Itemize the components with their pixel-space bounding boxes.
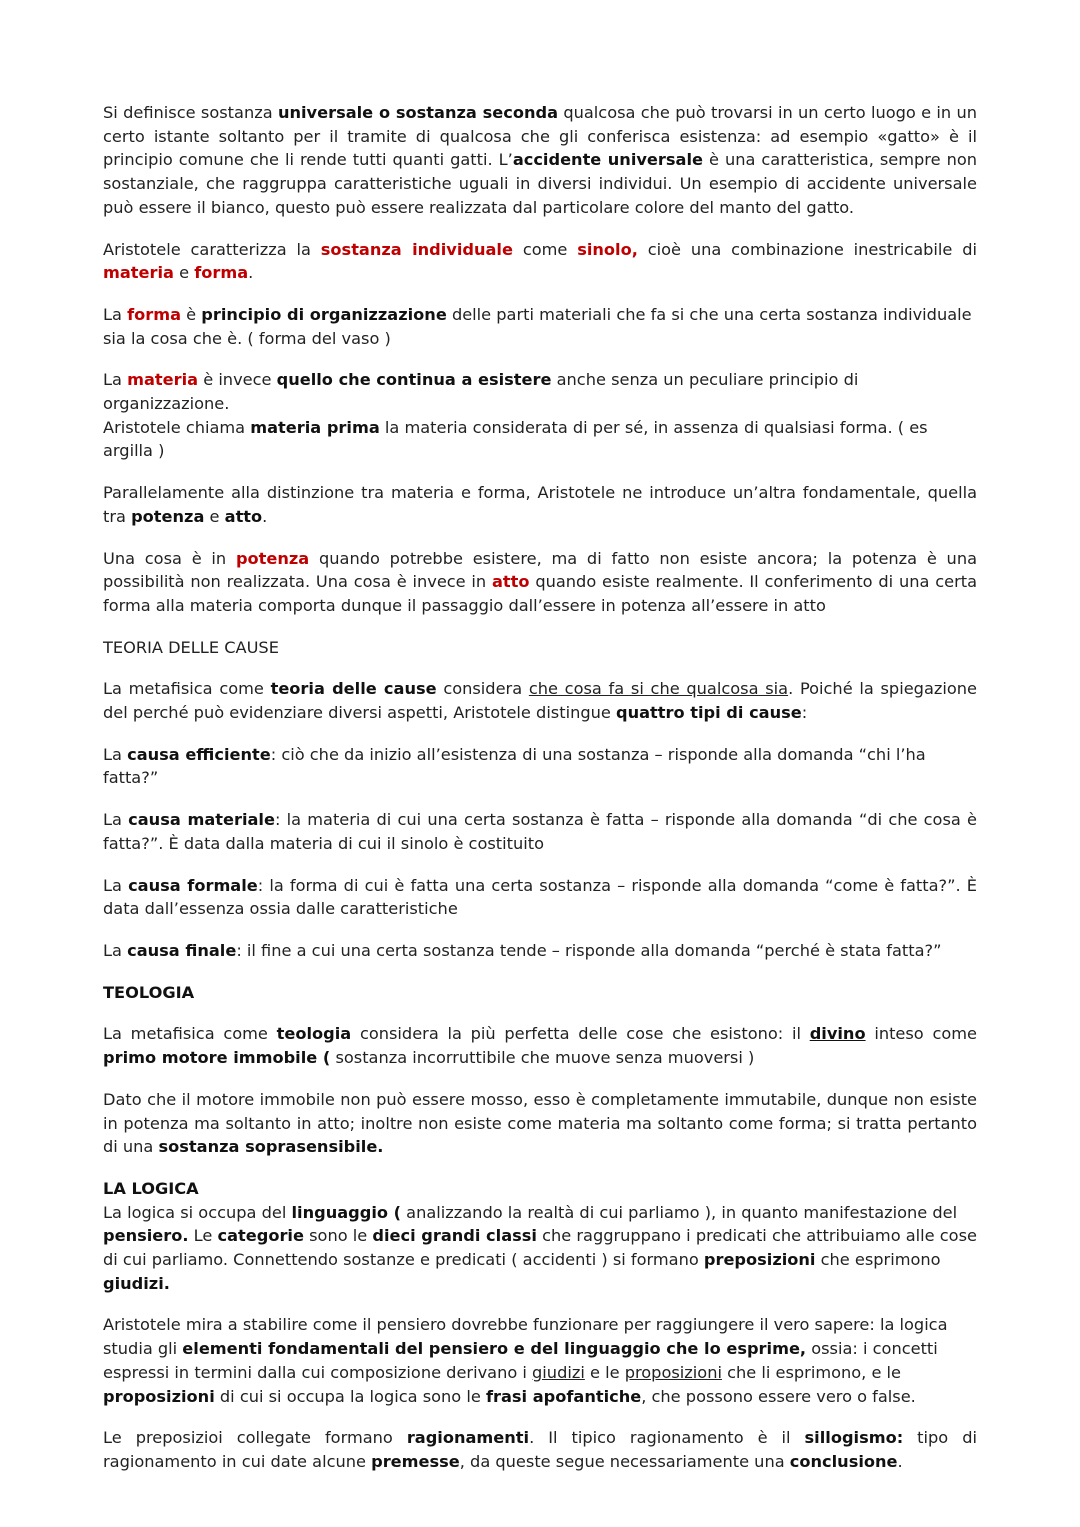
term-sinolo: sinolo, <box>577 239 638 259</box>
term-materia: materia <box>127 370 199 390</box>
heading-teologia: TEOLOGIA <box>103 982 195 1002</box>
paragraph-logica: La logica si occupa del linguaggio ( analizzando la realtà di cui parliamo ), in quanto manifestazione del pensiero. Le categorie sono le dieci grandi classi che raggruppano i predicati che attribuiamo alle cose di cui parliamo. Connettendo sostanze e predicati ( accidenti ) si formano preposizioni che esprimono giudizi. <box>103 1202 977 1293</box>
paragraph-sillogismo: Le preposizioi collegate formano ragionamenti. Il tipico ragionamento è il sillogismo: tipo di ragionamento in cui date alcune premesse, da queste segue necessariamente una conclusione. <box>103 1428 977 1471</box>
term-materia-prima: materia prima <box>250 417 380 437</box>
paragraph-causa-finale: La causa finale: il fine a cui una certa sostanza tende – risponde alla domanda “perché è stata fatta?” <box>103 940 942 960</box>
paragraph-teologia: La metafisica come teologia considera la più perfetta delle cose che esistono: il divino inteso come primo motore immobile ( sostanza incorruttibile che muove senza muoversi ) <box>103 1024 977 1068</box>
term-continua-a-esistere: quello che continua a esistere <box>276 370 552 390</box>
term-teologia: teologia <box>276 1024 352 1044</box>
underlined-phrase: che cosa fa si che qualcosa sia <box>528 679 789 699</box>
term-frasi-apofantiche: frasi apofantiche <box>485 1386 642 1406</box>
paragraph-potenza-atto-intro: Parallelamente alla distinzione tra materia e forma, Aristotele ne introduce un’altra fondamentale, quella tra potenza e atto. <box>103 483 977 526</box>
underlined-proposizioni: proposizioni <box>624 1362 722 1382</box>
term-causa-materiale: causa materiale <box>128 810 275 830</box>
term-preposizioni: preposizioni <box>703 1250 816 1270</box>
term-elementi-fondamentali: elementi fondamentali del pensiero e del linguaggio che lo esprime, <box>182 1339 807 1359</box>
term-potenza: potenza <box>235 548 310 568</box>
term-premesse: premesse <box>371 1451 460 1471</box>
term-dieci-grandi-classi: dieci grandi classi <box>372 1226 537 1246</box>
term-divino: divino <box>809 1024 866 1044</box>
term-quattro-tipi-di-cause: quattro tipi di cause <box>616 703 802 723</box>
paragraph-potenza-atto: Una cosa è in potenza quando potrebbe esistere, ma di fatto non esiste ancora; la potenza è una possibilità non realizzata. Una cosa è invece in atto quando esiste realmente. Il conferimento di una certa forma alla materia comporta dunque il passaggio dall’essere in potenza all’essere in atto <box>103 548 977 615</box>
paragraph-sostanza-universale: Si definisce sostanza universale o sostanza seconda qualcosa che può trovarsi in un certo luogo e in un certo istante soltanto per il tramite di qualcosa che gli conferisca esistenza: ad esempio «gatto» è il principio comune che li rende tutti quanti gatti. L’accidente universale è una caratteristica, sempre non sostanziale, che raggruppa caratteristiche uguali in diversi individui. Un esempio di accidente universale può essere il bianco, questo può essere realizzata dal particolare colore del manto del gatto. <box>103 103 978 217</box>
term-conclusione: conclusione <box>789 1451 898 1471</box>
term-forma: forma <box>127 304 182 324</box>
term-atto: atto <box>224 506 263 526</box>
term-linguaggio: linguaggio ( <box>291 1202 402 1222</box>
term-potenza: potenza <box>131 506 205 526</box>
term-causa-efficiente: causa efficiente <box>127 744 271 764</box>
term-giudizi: giudizi. <box>103 1273 170 1293</box>
term-categorie: categorie <box>217 1226 304 1246</box>
term-proposizioni: proposizioni <box>103 1386 215 1406</box>
term-pensiero: pensiero. <box>103 1226 189 1246</box>
term-causa-formale: causa formale <box>128 875 258 895</box>
heading-la-logica: LA LOGICA <box>103 1178 199 1198</box>
term-principio-organizzazione: principio di organizzazione <box>201 304 447 324</box>
heading-teoria-delle-cause: TEORIA DELLE CAUSE <box>103 637 279 657</box>
term-sostanza-soprasensibile: sostanza soprasensibile. <box>158 1137 384 1157</box>
term-sillogismo: sillogismo: <box>804 1428 904 1448</box>
term-atto: atto <box>492 572 530 592</box>
paragraph-forma: La forma è principio di organizzazione delle parti materiali che fa si che una certa sostanza individuale sia la cosa che è. ( forma del vaso ) <box>103 304 972 348</box>
paragraph-sinolo: Aristotele caratterizza la sostanza individuale come sinolo, cioè una combinazione inestricabile di materia e forma. <box>103 239 977 283</box>
paragraph-motore-immobile: Dato che il motore immobile non può essere mosso, esso è completamente immutabile, dunque non esiste in potenza ma soltanto in atto; inoltre non esiste come materia ma soltanto come forma; si tratta pertanto di una sostanza soprasensibile. <box>103 1089 977 1157</box>
term-forma: forma <box>194 263 249 283</box>
term-teoria-delle-cause: teoria delle cause <box>270 679 437 699</box>
term-accidente-universale: accidente universale <box>512 150 703 170</box>
paragraph-materia: La materia è invece quello che continua a esistere anche senza un peculiare principio di organizzazione. Aristotele chiama materia prima la materia considerata di per sé, in assenza di qualsiasi forma. ( es argilla ) <box>103 370 928 461</box>
paragraph-causa-efficiente: La causa efficiente: ciò che da inizio all’esistenza di una sostanza – risponde alla domanda “chi l’ha fatta?” <box>103 744 926 788</box>
paragraph-elementi-fondamentali: Aristotele mira a stabilire come il pensiero dovrebbe funzionare per raggiungere il vero sapere: la logica studia gli elementi fondamentali del pensiero e del linguaggio che lo esprime, ossia: i concetti espressi in termini dalla cui composizione derivano i giudizi e le proposizioni che li esprimono, e le proposizioni di cui si occupa la logica sono le frasi apofantiche, che possono essere vero o false. <box>103 1315 948 1406</box>
paragraph-teoria-cause: La metafisica come teoria delle cause considera che cosa fa si che qualcosa sia. Poiché la spiegazione del perché può evidenziare diversi aspetti, Aristotele distingue quattro tipi di cause: <box>103 679 977 723</box>
term-ragionamenti: ragionamenti <box>406 1428 530 1448</box>
paragraph-causa-formale: La causa formale: la forma di cui è fatta una certa sostanza – risponde alla domanda “come è fatta?”. È data dall’essenza ossia dalle caratteristiche <box>103 875 977 919</box>
term-sostanza-individuale: sostanza individuale <box>320 239 513 259</box>
term-primo-motore-immobile: primo motore immobile ( <box>103 1048 331 1068</box>
underlined-giudizi: giudizi <box>532 1362 585 1382</box>
term-causa-finale: causa finale <box>127 940 237 960</box>
document-page <box>103 101 977 1492</box>
paragraph-causa-materiale: La causa materiale: la materia di cui una certa sostanza è fatta – risponde alla domanda “di che cosa è fatta?”. È data dalla materia di cui il sinolo è costituito <box>103 810 977 853</box>
term-sostanza-seconda: universale o sostanza seconda <box>277 103 559 122</box>
term-materia: materia <box>103 263 174 283</box>
